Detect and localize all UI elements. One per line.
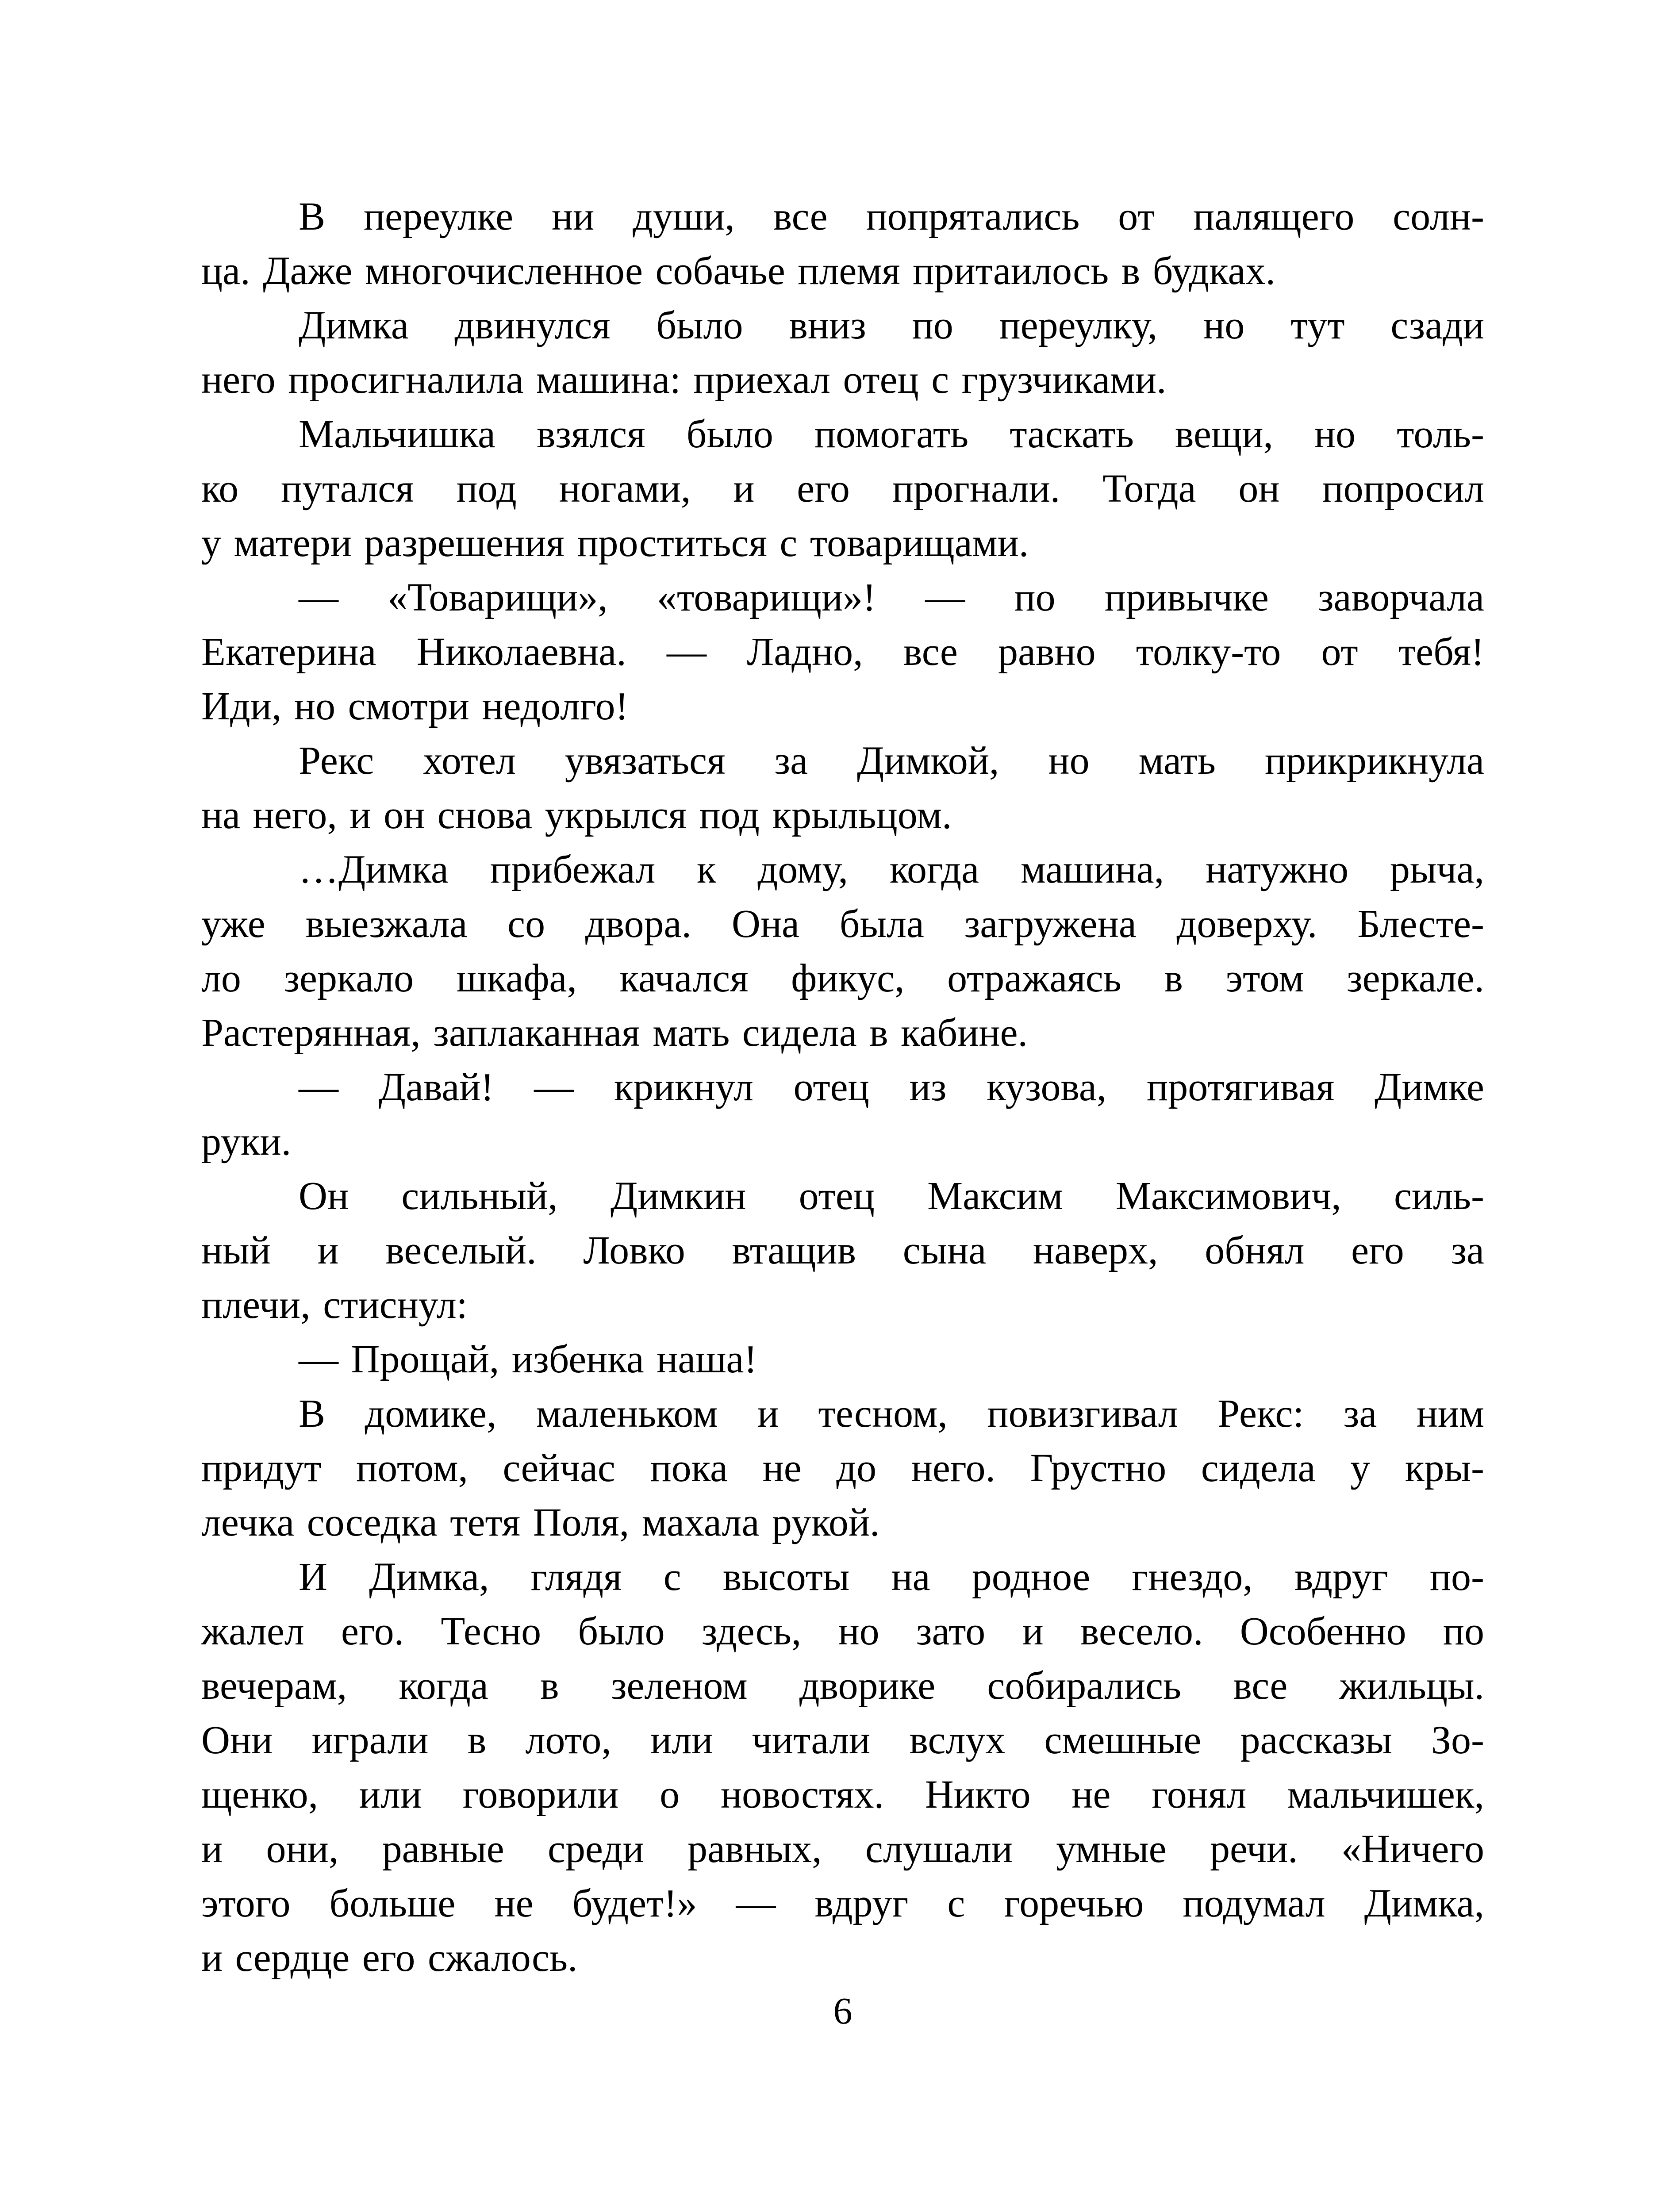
paragraph (201, 407, 1484, 570)
text-line: и они, равные среди равных, слушали умные речи. «Ничего (201, 1827, 1484, 1871)
text-line: лечка соседка тетя Поля, махала рукой. (201, 1501, 880, 1544)
text-line: придут потом, сейчас пока не до него. Грустно сидела у кры- (201, 1446, 1484, 1490)
text-line: ко путался под ногами, и его прогнали. Тогда он попросил (201, 467, 1484, 511)
text-line: Иди, но смотри недолго! (201, 684, 629, 728)
text-line: этого больше не будет!» — вдруг с горечью подумал Димка, (201, 1882, 1484, 1925)
paragraph (201, 1169, 1484, 1332)
page-number: 6 (833, 1989, 853, 2032)
text-line: уже выезжала со двора. Она была загружена доверху. Блесте- (201, 902, 1484, 946)
text-line: И Димка, глядя с высоты на родное гнездо, вдруг по- (299, 1555, 1484, 1599)
text-line: Они играли в лото, или читали вслух смешные рассказы Зо- (201, 1718, 1484, 1762)
text-line: …Димка прибежал к дому, когда машина, натужно рыча, (299, 848, 1484, 891)
paragraph (201, 1332, 1484, 1386)
text-line: Рекс хотел увязаться за Димкой, но мать прикрикнула (299, 739, 1484, 783)
text-line: В домике, маленьком и тесном, повизгивал Рекс: за ним (299, 1392, 1484, 1436)
text-line: ный и веселый. Ловко втащив сына наверх, обнял его за (201, 1229, 1484, 1272)
paragraph (201, 733, 1484, 842)
text-line: него просигналила машина: приехал отец с грузчиками. (201, 358, 1167, 402)
text-line: Он сильный, Димкин отец Максим Максимович, силь- (299, 1174, 1484, 1218)
text-line: Растерянная, заплаканная мать сидела в кабине. (201, 1011, 1028, 1055)
paragraph (201, 189, 1484, 298)
text-line: руки. (201, 1120, 292, 1164)
text-line: вечерам, когда в зеленом дворике собирались все жильцы. (201, 1664, 1484, 1708)
paragraph (201, 1550, 1484, 1985)
paragraph (201, 1386, 1484, 1550)
text-line: В переулке ни души, все попрятались от палящего солн- (299, 195, 1484, 238)
text-line: у матери разрешения проститься с товарищами. (201, 521, 1029, 565)
text-line: Мальчишка взялся было помогать таскать вещи, но толь- (299, 412, 1484, 456)
paragraph (201, 842, 1484, 1060)
text-line: Екатерина Николаевна. — Ладно, все равно толку-то от тебя! (201, 630, 1484, 674)
text-line: на него, и он снова укрылся под крыльцом. (201, 793, 952, 837)
text-line: жалел его. Тесно было здесь, но зато и весело. Особенно по (201, 1609, 1484, 1653)
text-line: щенко, или говорили о новостях. Никто не гонял мальчишек, (201, 1773, 1484, 1816)
paragraph (201, 298, 1484, 407)
text-line: ло зеркало шкафа, качался фикус, отражаясь в этом зеркале. (201, 956, 1484, 1000)
text-line: — Давай! — крикнул отец из кузова, протягивая Димке (299, 1065, 1484, 1109)
text-line: ца. Даже многочисленное собачье племя притаилось в будках. (201, 249, 1275, 293)
paragraph (201, 1060, 1484, 1169)
text-line: Димка двинулся было вниз по переулку, но тут сзади (299, 303, 1484, 347)
text-line: — «Товарищи», «товарищи»! — по привычке заворчала (299, 576, 1484, 619)
paragraph (201, 570, 1484, 733)
text-line: плечи, стиснул: (201, 1283, 468, 1327)
text-line: и сердце его сжалось. (201, 1936, 578, 1980)
text-line: — Прощай, избенка наша! (299, 1337, 757, 1381)
page-text (201, 189, 1484, 1985)
